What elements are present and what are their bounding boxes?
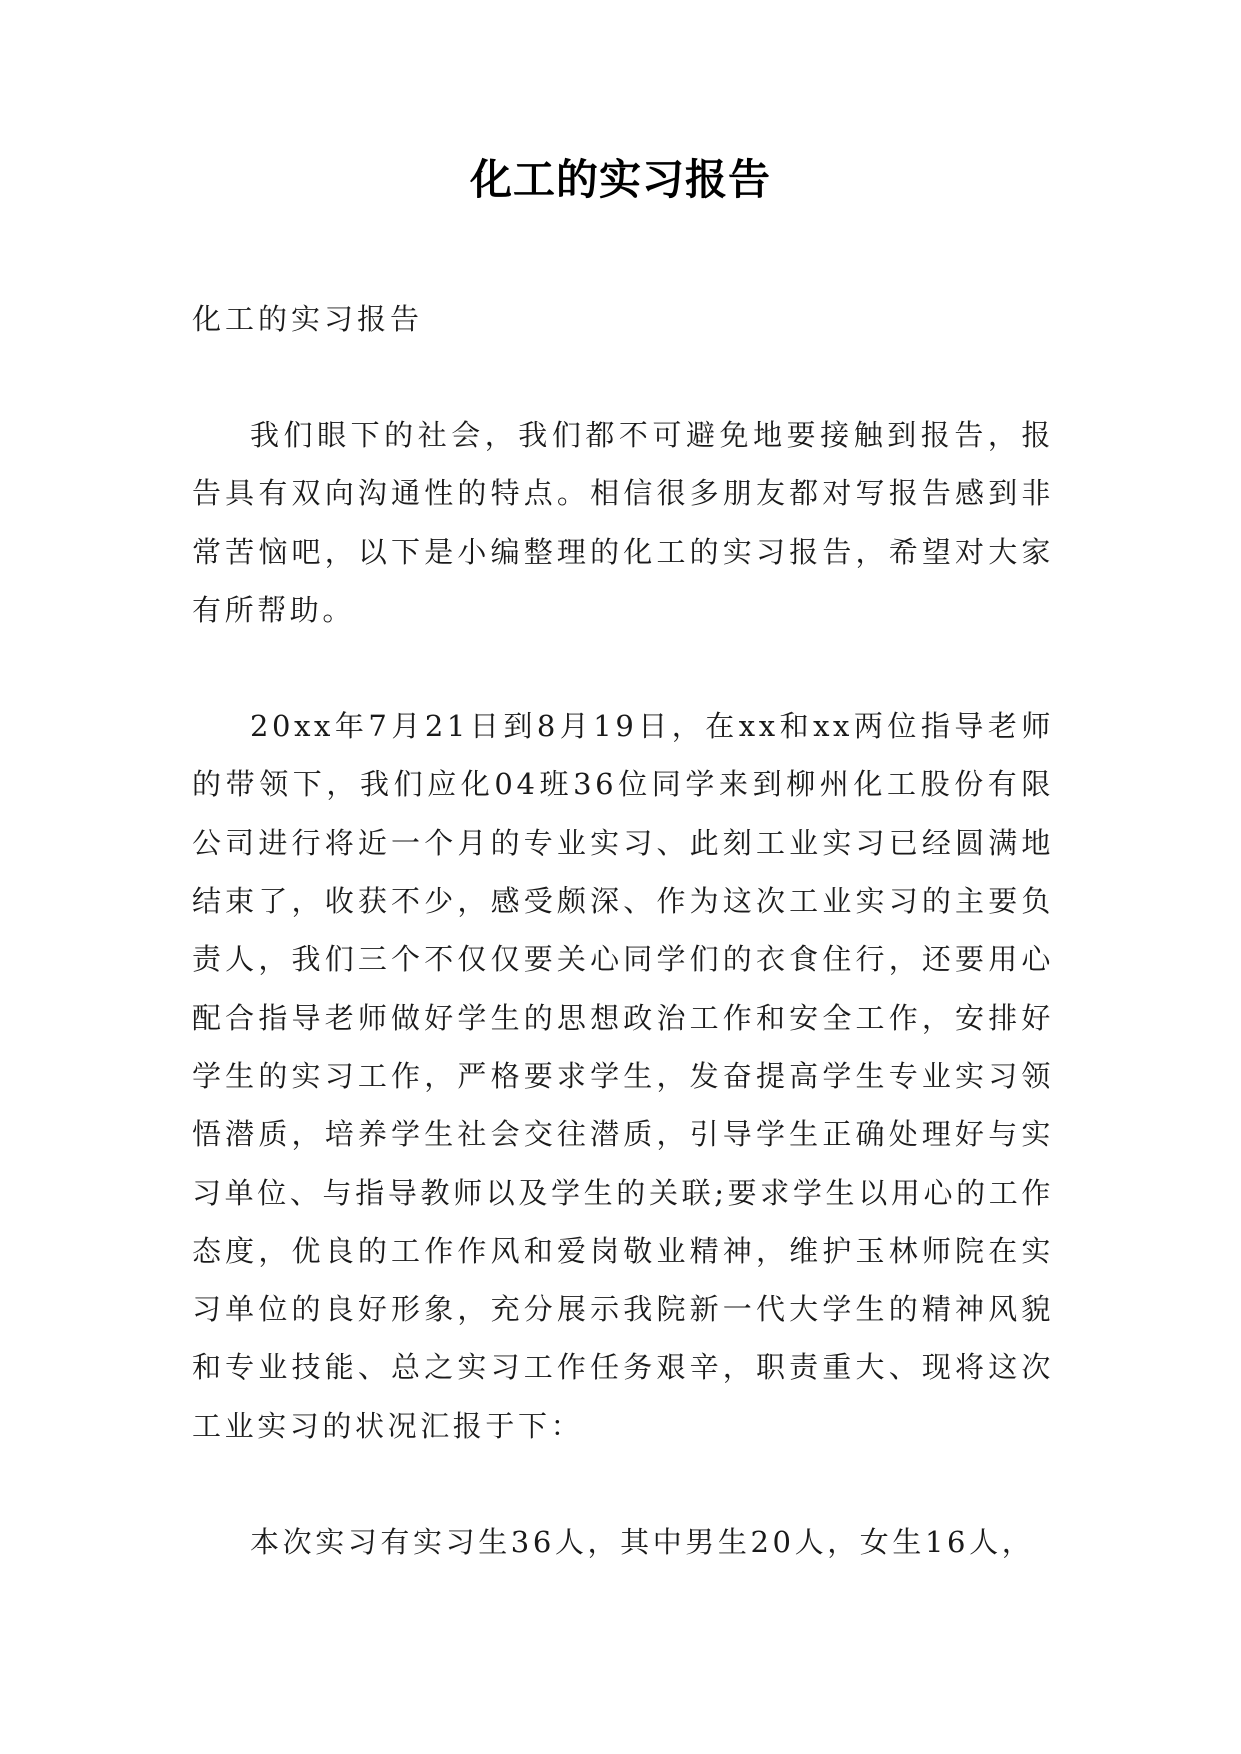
paragraph-overview: 20xx年7月21日到8月19日，在xx和xx两位指导老师的带领下，我们应化04班36位同学来到柳州化工股份有限公司进行将近一个月的专业实习、此刻工业实习已经圆满地结束了，收获不少，感受颇深、作为这次工业实习的主要负责人，我们三个不仅仅要关心同学们的衣食住行，还要用心配合指导老师做好学生的思想政治工作和安全工作，安排好学生的实习工作，严格要求学生，发奋提高学生专业实习领悟潜质，培养学生社会交往潜质，引导学生正确处理好与实习单位、与指导教师以及学生的关联;要求学生以用心的工作态度，优良的工作作风和爱岗敬业精神，维护玉林师院在实习单位的良好形象，充分展示我院新一代大学生的精神风貌和专业技能、总之实习工作任务艰辛，职责重大、现将这次工业实习的状况汇报于下： xyxy=(192,709,1054,1443)
document-subtitle: 化工的实习报告 xyxy=(192,302,424,336)
paragraph-students: 本次实习有实习生36人，其中男生20人，女生16人， xyxy=(250,1525,1035,1560)
paragraph-intro: 我们眼下的社会，我们都不可避免地要接触到报告，报告具有双向沟通性的特点。相信很多朋友都对写报告感到非常苦恼吧，以下是小编整理的化工的实习报告，希望对大家有所帮助。 xyxy=(192,418,1054,627)
document-body xyxy=(192,290,1054,1629)
document-title: 化工的实习报告 xyxy=(469,155,771,204)
